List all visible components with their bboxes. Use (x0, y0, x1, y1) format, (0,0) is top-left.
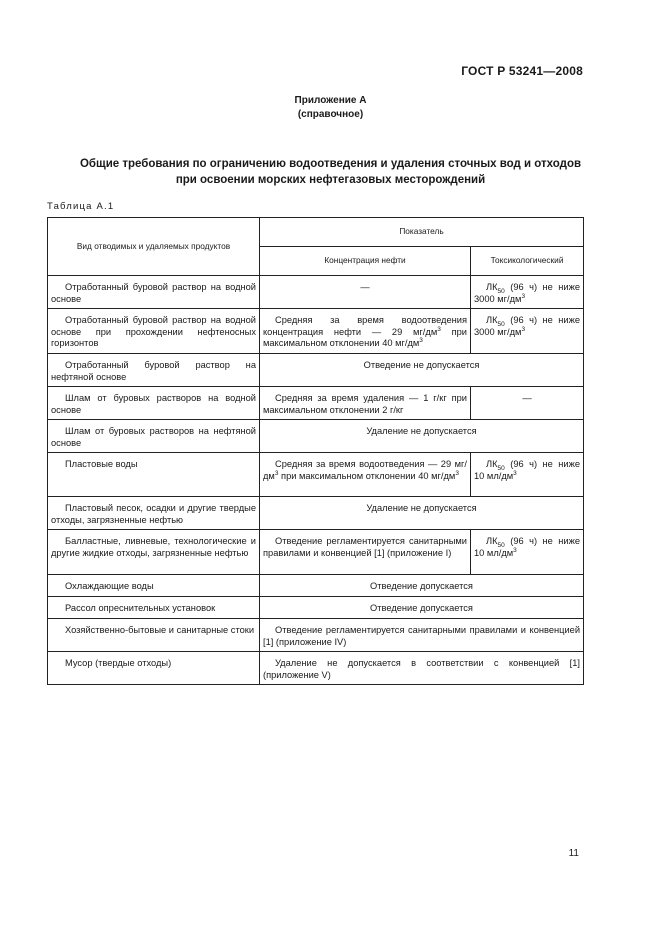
toxicological-cell (471, 276, 584, 309)
page-title (40, 156, 621, 188)
toxicological-superscript: 3 (521, 325, 526, 333)
toxicological-cell (471, 453, 584, 497)
oil-concentration-text: Средняя за время водоотведения концентрация нефти — 29 мг/дм (263, 315, 467, 337)
toxicological-text: (96 ч) не ниже 3000 мг/дм (474, 315, 581, 337)
toxicological-subscript: 50 (497, 464, 505, 472)
oil-concentration-cell: Отведение регламентируется санитарными правилами и конвенцией [1] (приложение I) (260, 530, 471, 575)
product-type-cell: Шлам от буровых растворов на нефтяной основе (48, 420, 260, 453)
table-row (48, 497, 584, 530)
document-id: ГОСТ Р 53241—2008 (461, 64, 583, 78)
toxicological-subscript: 50 (497, 320, 505, 328)
requirement-merged-cell: Отведение допускается (260, 575, 584, 597)
appendix-heading (0, 94, 661, 122)
appendix-label: Приложение А (294, 95, 367, 106)
table-row (48, 652, 584, 685)
table-row (48, 530, 584, 575)
product-type-cell: Балластные, ливневые, технологические и другие жидкие отходы, загрязненные нефтью (48, 530, 260, 575)
toxicological-text: (96 ч) не ниже 10 мл/дм (474, 536, 581, 558)
toxicological-cell (471, 309, 584, 354)
product-type-cell: Рассол опреснительных установок (48, 597, 260, 619)
table-row (48, 354, 584, 387)
table-row (48, 276, 584, 309)
toxicological-text: ЛК (486, 536, 498, 546)
product-type-cell: Хозяйственно-бытовые и санитарные стоки (48, 619, 260, 652)
toxicological-subscript: 50 (497, 287, 505, 295)
oil-concentration-superscript: 3 (274, 469, 279, 477)
oil-concentration-text: Средняя за время водоотведения — 29 мг/дм (263, 459, 467, 481)
product-type-cell: Отработанный буровой раствор на водной основе при прохождении нефтеносных горизонтов (48, 309, 260, 354)
oil-concentration-superscript: 3 (437, 325, 441, 333)
page-number: 11 (568, 848, 579, 859)
header-indicator: Показатель (260, 218, 584, 247)
table-row (48, 619, 584, 652)
table-row (48, 597, 584, 619)
product-type-cell: Отработанный буровой раствор на нефтяной основе (48, 354, 260, 387)
toxicological-cell (471, 530, 584, 575)
oil-concentration-cell (260, 453, 471, 497)
header-toxicological: Токсикологический (471, 247, 584, 276)
requirement-merged-cell: Отведение допускается (260, 597, 584, 619)
table-header-row (48, 218, 584, 247)
requirement-merged-cell: Удаление не допускается (260, 420, 584, 453)
oil-concentration-cell: — (260, 276, 471, 309)
product-type-cell: Пластовый песок, осадки и другие твердые отходы, загрязненные нефтью (48, 497, 260, 530)
toxicological-superscript: 3 (513, 546, 517, 554)
toxicological-superscript: 3 (513, 469, 517, 477)
requirement-merged-cell: Отведение регламентируется санитарными правилами и конвенцией [1] (приложение IV) (260, 619, 584, 652)
oil-concentration-superscript: 3 (419, 336, 423, 344)
toxicological-text: ЛК (486, 459, 498, 469)
table-row (48, 453, 584, 497)
oil-concentration-text: при максимальном отклонении 40 мг/дм (278, 470, 456, 481)
table-row (48, 387, 584, 420)
requirement-merged-cell: Отведение не допускается (260, 354, 584, 387)
oil-concentration-superscript: 3 (455, 469, 459, 477)
table-row (48, 420, 584, 453)
requirement-merged-cell: Удаление не допускается в соответствии с конвенцией [1] (приложение V) (260, 652, 584, 685)
header-oil-concentration: Концентрация нефти (260, 247, 471, 276)
product-type-cell: Охлаждающие воды (48, 575, 260, 597)
product-type-cell: Шлам от буровых растворов на водной основе (48, 387, 260, 420)
requirements-table (47, 217, 584, 685)
toxicological-text: (96 ч) не ниже 3000 мг/дм (474, 282, 581, 304)
toxicological-superscript: 3 (521, 292, 526, 300)
title-line-1: Общие требования по ограничению водоотведения и удаления сточных вод и отходов (79, 158, 582, 170)
toxicological-cell: — (471, 387, 584, 420)
oil-concentration-cell (260, 309, 471, 354)
toxicological-text: ЛК (486, 315, 498, 325)
toxicological-subscript: 50 (497, 541, 505, 549)
toxicological-text: ЛК (486, 282, 498, 292)
product-type-cell: Мусор (твердые отходы) (48, 652, 260, 685)
appendix-type: (справочное) (297, 109, 364, 120)
product-type-cell: Отработанный буровой раствор на водной основе (48, 276, 260, 309)
table-row (48, 575, 584, 597)
product-type-cell: Пластовые воды (48, 453, 260, 497)
oil-concentration-cell: Средняя за время удаления — 1 г/кг при максимальном отклонении 2 г/кг (260, 387, 471, 420)
requirement-merged-cell: Удаление не допускается (260, 497, 584, 530)
table-row (48, 309, 584, 354)
title-line-2: при освоении морских нефтегазовых месторождений (175, 174, 486, 186)
oil-concentration-text: при максимальном отклонении 40 мг/дм (263, 326, 467, 348)
table-caption: Таблица А.1 (47, 201, 115, 212)
header-product-type: Вид отводимых и удаляемых продуктов (48, 218, 260, 276)
toxicological-text: (96 ч) не ниже 10 мл/дм (474, 459, 581, 481)
